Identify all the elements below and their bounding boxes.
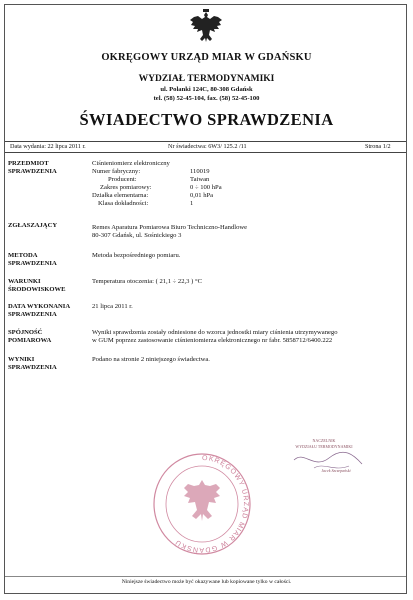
divider-bottom bbox=[5, 152, 406, 153]
signature-title: NACZELNIK bbox=[312, 438, 336, 443]
section-applicant-label: ZGŁASZAJĄCY bbox=[8, 222, 58, 229]
page-number: Strona 1/2 bbox=[365, 143, 391, 150]
param-value: 0,01 hPa bbox=[190, 192, 214, 199]
signature-department: WYDZIAŁU TERMODYNAMIKI bbox=[295, 444, 353, 449]
applicant-line: Remes Aparatura Pomiarowa Biuro Techniczno-Handlowe bbox=[92, 224, 248, 231]
param-value: 1 bbox=[190, 200, 194, 207]
param-label: Producent: bbox=[108, 176, 137, 183]
subject-name: Ciśnieniomierz elektroniczny bbox=[92, 160, 170, 167]
department-name: WYDZIAŁ TERMODYNAMIKI bbox=[138, 74, 275, 84]
param-label: Działka elementarna: bbox=[92, 192, 149, 199]
param-label: Zakres pomiarowy: bbox=[100, 184, 152, 191]
section-conditions-label: WARUNKI ŚRODOWISKOWE bbox=[8, 278, 66, 293]
document-title: ŚWIADECTWO SPRAWDZENIA bbox=[79, 110, 334, 129]
conditions-value: Temperatura otoczenia: ( 21,1 ÷ 22,3 ) °C bbox=[92, 278, 202, 285]
issue-date: Data wydania: 22 lipca 2011 r. bbox=[10, 143, 86, 150]
round-stamp-text: OKRĘGOWY URZĄD MIAR W GDAŃSKU bbox=[173, 454, 249, 554]
certificate-number: Nr świadectwa: 6W3/ 125.2 /11 bbox=[168, 143, 247, 150]
footer-note: Niniejsze świadectwo może być okazywane lub kopiowane tylko w całości. bbox=[121, 579, 292, 585]
organization-name: OKRĘGOWY URZĄD MIAR W GDAŃSKU bbox=[101, 52, 312, 63]
divider-top bbox=[5, 141, 406, 142]
param-value: 110019 bbox=[190, 168, 210, 175]
signature-name: Jacek Szczepański bbox=[321, 468, 351, 473]
section-results-label: WYNIKI SPRAWDZENIA bbox=[8, 356, 57, 371]
eagle-emblem-icon bbox=[188, 8, 224, 48]
results-value: Podano na stronie 2 niniejszego świadectwa. bbox=[92, 356, 210, 363]
section-method-label: METODA SPRAWDZENIA bbox=[8, 252, 57, 267]
official-round-stamp bbox=[150, 450, 254, 558]
param-label: Numer fabryczny: bbox=[92, 168, 141, 175]
param-value: 0 ÷ 100 hPa bbox=[190, 184, 222, 191]
address: ul. Polanki 124C, 80-308 Gdańsk bbox=[160, 86, 253, 93]
applicant-address: 80-307 Gdańsk, ul. Sośnickiego 3 bbox=[92, 232, 182, 239]
phone-fax: tel. (58) 52-45-104, fax. (58) 52-45-100 bbox=[153, 95, 260, 102]
section-date-label: DATA WYKONANIA SPRAWDZENIA bbox=[8, 303, 71, 318]
section-traceability-label: SPÓJNOŚĆ POMIAROWA bbox=[8, 329, 52, 344]
traceability-line: Wyniki sprawdzenia zostały odniesione do wzorca jednostki miary ciśnienia utrzymywanego bbox=[92, 329, 338, 336]
param-label: Klasa dokładności: bbox=[98, 200, 149, 207]
signature-stamp bbox=[274, 420, 374, 480]
method-value: Metoda bezpośredniego pomiaru. bbox=[92, 252, 181, 259]
param-value: Taiwan bbox=[190, 176, 210, 183]
section-subject-label: PRZEDMIOT SPRAWDZENIA bbox=[8, 160, 57, 175]
footer-divider bbox=[5, 576, 406, 577]
traceability-line: w GUM poprzez zastosowanie ciśnieniomierza elektronicznego nr fabr. 5858712/6400.222 bbox=[92, 337, 333, 344]
date-value: 21 lipca 2011 r. bbox=[92, 303, 133, 310]
